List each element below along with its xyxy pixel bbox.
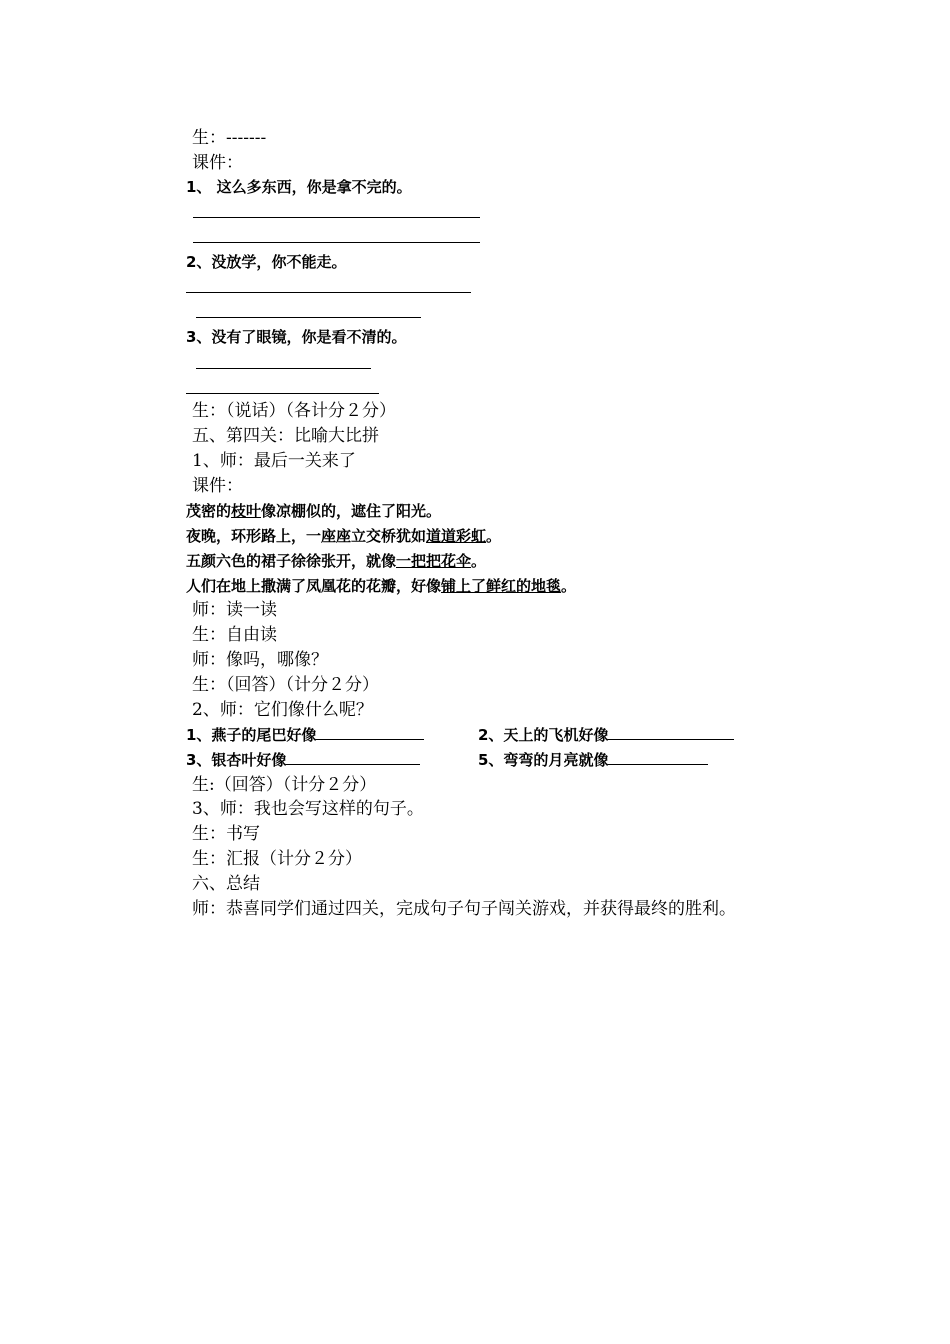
teacher-line: 师：像吗，哪像？ xyxy=(192,650,328,670)
student-line: 生：书写 xyxy=(192,824,260,844)
teacher-line: 3、师：我也会写这样的句子。 xyxy=(192,799,424,819)
answer-blank xyxy=(608,750,708,765)
exercise-3: 3、没有了眼镜，你是看不清的。 xyxy=(186,328,407,346)
exercise-2: 2、没放学，你不能走。 xyxy=(186,253,347,271)
section-heading: 五、第四关：比喻大比拼 xyxy=(192,426,379,446)
fill-item-5: 5、弯弯的月亮就像 xyxy=(478,749,708,771)
simile-sentence-2: 夜晚，环形路上，一座座立交桥犹如道道彩虹。 xyxy=(186,527,502,545)
student-line: 生:（回答）（计分２分） xyxy=(192,775,377,795)
simile-sentence-4: 人们在地上撒满了凤凰花的花瓣，好像铺上了鲜红的地毯。 xyxy=(186,577,577,595)
answer-line xyxy=(186,393,379,394)
section-heading: 六、总结 xyxy=(192,874,260,894)
answer-blank xyxy=(286,750,420,765)
courseware-label: 课件： xyxy=(192,153,243,173)
student-line: 生：自由读 xyxy=(192,625,277,645)
fill-item-2: 2、天上的飞机好像 xyxy=(478,724,734,746)
teacher-line: 2、师：它们像什么呢？ xyxy=(192,700,373,720)
answer-line xyxy=(186,292,471,293)
fill-item-3: 3、银杏叶好像 xyxy=(186,749,420,771)
courseware-label: 课件： xyxy=(192,476,243,496)
student-line: 生：------- xyxy=(192,128,267,148)
teacher-line: 师：恭喜同学们通过四关，完成句子句子闯关游戏，并获得最终的胜利。 xyxy=(192,899,736,919)
answer-blank xyxy=(316,725,424,740)
answer-line xyxy=(193,217,480,218)
simile-sentence-3: 五颜六色的裙子徐徐张开，就像一把把花伞。 xyxy=(186,552,487,570)
answer-line xyxy=(193,242,480,243)
answer-line xyxy=(196,317,421,318)
exercise-1: 1、 这么多东西，你是拿不完的。 xyxy=(186,178,412,196)
student-line: 生：（回答）（计分２分） xyxy=(192,675,379,695)
student-line: 生：汇报（计分２分） xyxy=(192,849,362,869)
answer-line xyxy=(196,368,371,369)
teacher-line: 师：读一读 xyxy=(192,600,277,620)
teacher-line: 1、师：最后一关来了 xyxy=(192,451,356,471)
fill-item-1: 1、燕子的尾巴好像 xyxy=(186,724,424,746)
simile-sentence-1: 茂密的枝叶像凉棚似的，遮住了阳光。 xyxy=(186,502,442,520)
answer-blank xyxy=(608,725,734,740)
student-line: 生：（说话）（各计分２分） xyxy=(192,401,396,421)
